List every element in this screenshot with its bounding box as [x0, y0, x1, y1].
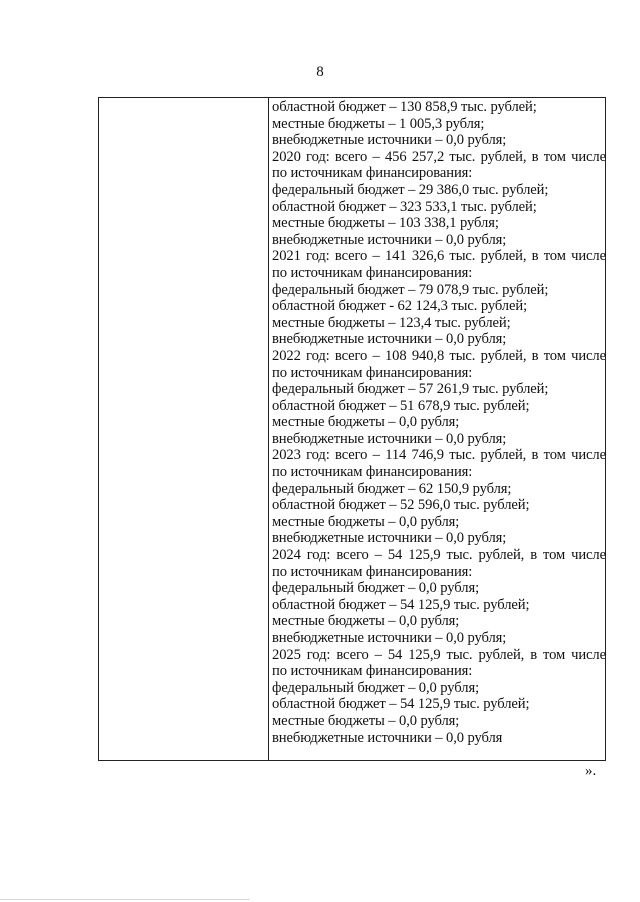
funding-text-line: внебюджетные источники – 0,0 рубля	[272, 729, 503, 746]
scan-edge-line	[0, 899, 250, 900]
funding-text-line: по источникам финансирования:	[272, 563, 473, 580]
funding-text-line: областной бюджет - 62 124,3 тыс. рублей;	[272, 298, 528, 315]
funding-text-line: федеральный бюджет – 0,0 рубля;	[272, 580, 480, 597]
funding-text-line: внебюджетные источники – 0,0 рубля;	[272, 530, 507, 547]
funding-text-line: внебюджетные источники – 0,0 рубля;	[272, 630, 507, 646]
funding-text-line: по источникам финансирования:	[272, 165, 473, 182]
funding-text-line: по источникам финансирования:	[272, 364, 473, 381]
funding-text-line: по источникам финансирования:	[272, 663, 473, 680]
funding-text-line: по источникам финансирования:	[272, 464, 473, 481]
table-left-cell-empty	[99, 98, 269, 760]
funding-text-line: областной бюджет – 130 858,9 тыс. рублей;	[272, 99, 537, 115]
funding-text-line: местные бюджеты – 0,0 рубля;	[272, 513, 460, 530]
funding-text-line: местные бюджеты – 103 338,1 рубля;	[272, 215, 499, 232]
funding-text-line: федеральный бюджет – 0,0 рубля;	[272, 679, 480, 696]
funding-text-line: федеральный бюджет – 29 386,0 тыс. рублей;	[272, 181, 549, 198]
funding-text-line: федеральный бюджет – 57 261,9 тыс. рублей;	[272, 381, 549, 398]
funding-text-line: местные бюджеты – 0,0 рубля;	[272, 712, 460, 729]
closing-quote-mark: ».	[585, 763, 597, 779]
funding-text-line: 2025 год: всего – 54 125,9 тыс. рублей, в том числе	[272, 646, 606, 663]
funding-text-line: внебюджетные источники – 0,0 рубля;	[272, 331, 507, 348]
table-right-cell-funding-text	[272, 99, 606, 746]
funding-text-line: местные бюджеты – 1 005,3 рубля;	[272, 115, 485, 132]
funding-text-line: местные бюджеты – 0,0 рубля;	[272, 414, 460, 431]
funding-text-line: внебюджетные источники – 0,0 рубля;	[272, 231, 507, 248]
funding-text-line: местные бюджеты – 0,0 рубля;	[272, 613, 460, 630]
funding-text-line: областной бюджет – 323 533,1 тыс. рублей;	[272, 198, 537, 215]
funding-text-line: местные бюджеты – 123,4 тыс. рублей;	[272, 314, 511, 331]
funding-text-line: 2021 год: всего – 141 326,6 тыс. рублей, в том числе	[272, 248, 606, 265]
funding-text-line: 2022 год: всего – 108 940,8 тыс. рублей, в том числе	[272, 347, 606, 364]
page-number: 8	[316, 64, 324, 80]
funding-table	[98, 97, 606, 761]
funding-text-line: областной бюджет – 54 125,9 тыс. рублей;	[272, 696, 530, 713]
funding-text-line: 2024 год: всего – 54 125,9 тыс. рублей, в том числе	[272, 547, 606, 564]
funding-text-line: внебюджетные источники – 0,0 рубля;	[272, 430, 507, 447]
funding-text-line: областной бюджет – 52 596,0 тыс. рублей;	[272, 497, 530, 514]
funding-text-line: 2023 год: всего – 114 746,9 тыс. рублей, в том числе	[272, 447, 606, 464]
funding-text-line: федеральный бюджет – 79 078,9 тыс. рублей;	[272, 281, 549, 298]
funding-text-line: федеральный бюджет – 62 150,9 рубля;	[272, 480, 512, 497]
funding-text-line: внебюджетные источники – 0,0 рубля;	[272, 132, 507, 149]
funding-text-line: 2020 год: всего – 456 257,2 тыс. рублей, в том числе	[272, 148, 606, 165]
funding-text-line: областной бюджет – 54 125,9 тыс. рублей;	[272, 596, 530, 613]
funding-text-line: областной бюджет – 51 678,9 тыс. рублей;	[272, 397, 530, 414]
funding-text-line: по источникам финансирования:	[272, 264, 473, 281]
